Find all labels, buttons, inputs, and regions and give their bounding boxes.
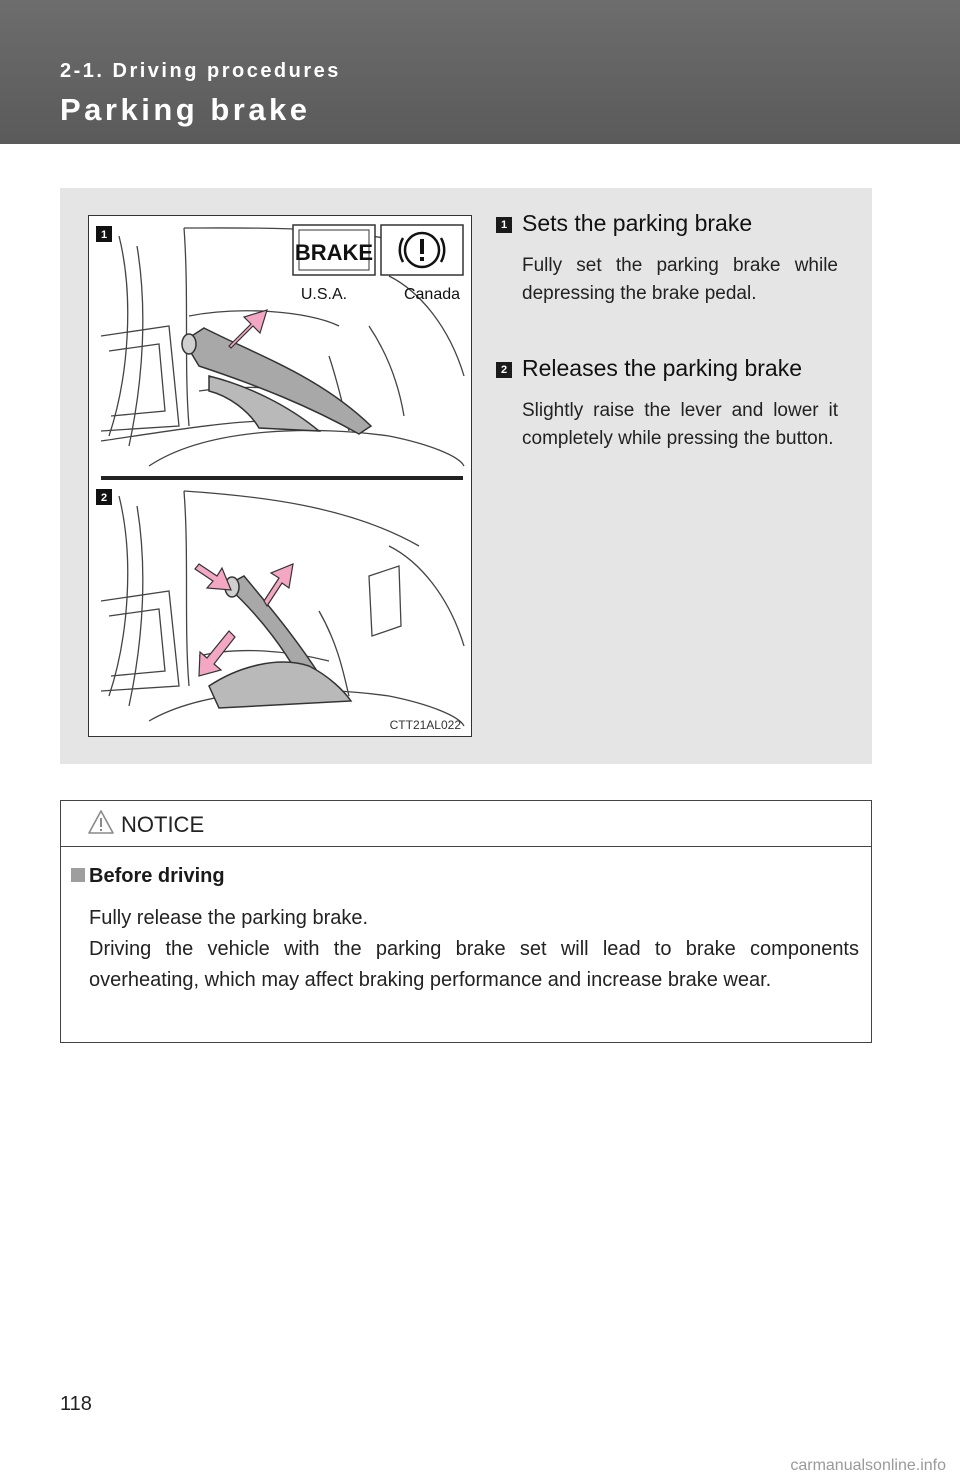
brake-indicator-text: BRAKE [294, 240, 374, 265]
step-1-badge: 1 [496, 217, 512, 233]
step-1-title: Sets the parking brake [522, 210, 753, 236]
parking-brake-drawing [89, 216, 471, 736]
figure-badge-1-text: 1 [100, 229, 108, 241]
notice-header [61, 801, 871, 847]
notice-box [60, 800, 872, 1043]
page-number: 118 [60, 1393, 92, 1415]
warning-triangle-icon [87, 809, 115, 835]
notice-line-1: Fully release the parking brake. [89, 907, 369, 929]
figure-divider [101, 476, 463, 480]
watermark: carmanualsonline.info [790, 1457, 946, 1474]
section-label: 2-1. Driving procedures [60, 60, 341, 82]
usa-label: U.S.A. [300, 286, 348, 303]
parking-brake-illustration [88, 215, 472, 737]
step-2-description: Slightly raise the lever and lower it completely while pressing the button. [522, 400, 838, 449]
page-header [0, 0, 960, 144]
notice-line-2: Driving the vehicle with the parking brake set will lead to brake components overheating, which may affect braking performance and increase brake wear. [89, 938, 859, 991]
notice-subtitle: Before driving [89, 865, 225, 887]
page-title: Parking brake [60, 92, 311, 127]
step-2-badge: 2 [496, 362, 512, 378]
step-1-description: Fully set the parking brake while depressing the brake pedal. [522, 255, 838, 304]
figure-badge-2-text: 2 [100, 492, 108, 504]
instruction-panel [60, 188, 872, 764]
notice-title: NOTICE [121, 812, 205, 837]
notice-body [89, 903, 859, 996]
canada-label: Canada [403, 286, 461, 303]
step-2-title: Releases the parking brake [522, 355, 802, 381]
notice-bullet-square [71, 868, 85, 882]
figure-code: CTT21AL022 [389, 718, 461, 732]
